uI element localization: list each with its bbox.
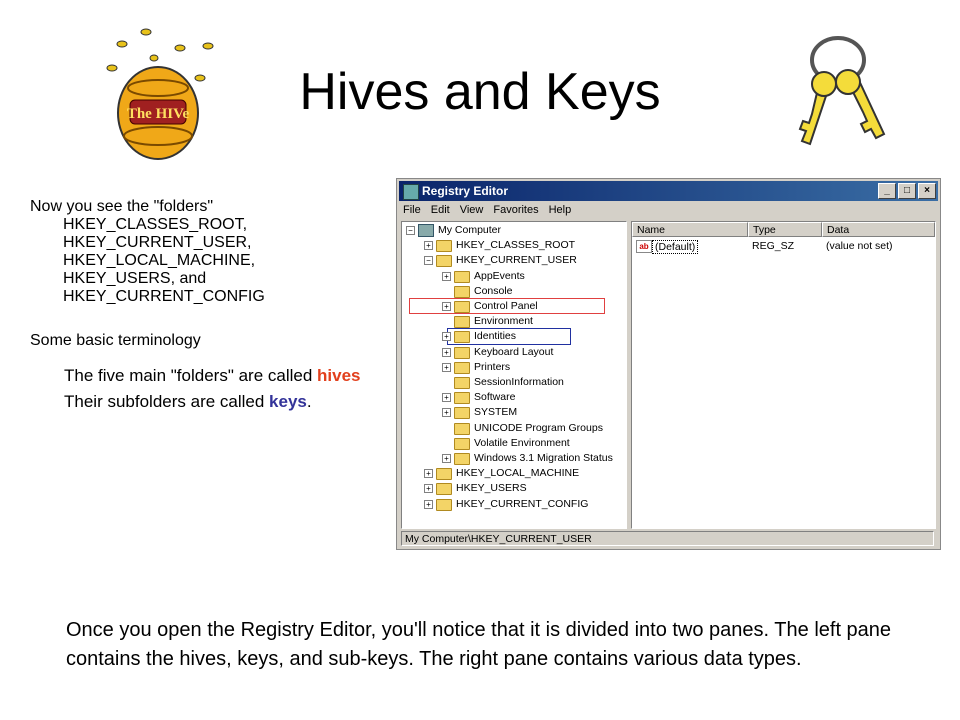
terminology-line: Some basic terminology: [30, 332, 201, 349]
tree-item-label: Control Panel: [474, 300, 538, 312]
tree-item-label: Volatile Environment: [474, 436, 570, 449]
tree-item[interactable]: [402, 436, 622, 451]
tree-item-label: Windows 3.1 Migration Status: [474, 452, 613, 464]
string-value-icon: ab: [636, 240, 652, 253]
keys-term: keys: [269, 392, 307, 411]
tree-expander-icon[interactable]: +: [442, 408, 451, 417]
tree-expander-icon[interactable]: +: [424, 469, 433, 478]
tree-item[interactable]: [402, 238, 622, 253]
tree-item-label: UNICODE Program Groups: [474, 421, 603, 434]
folder-icon: [436, 240, 452, 252]
registry-values-pane[interactable]: [631, 221, 936, 529]
tree-expander-icon[interactable]: +: [442, 272, 451, 281]
menu-favorites[interactable]: Favorites: [493, 204, 539, 216]
tree-item-label: Keyboard Layout: [474, 345, 554, 358]
tree-item-label: Console: [474, 284, 513, 297]
folder-icon: [454, 453, 470, 465]
column-header-name[interactable]: Name: [632, 222, 748, 237]
folder-icon: [454, 438, 470, 450]
value-data: (value not set): [826, 240, 893, 252]
tree-item-label: Environment: [474, 315, 533, 328]
tree-item[interactable]: [402, 375, 622, 390]
tree-item-label: AppEvents: [474, 269, 525, 282]
tree-item[interactable]: [402, 284, 622, 299]
tree-item-label: HKEY_LOCAL_MACHINE: [456, 467, 580, 480]
tree-item[interactable]: [402, 405, 622, 420]
tree-item[interactable]: [402, 223, 622, 238]
tree-item-label: HKEY_CURRENT_CONFIG: [456, 497, 589, 510]
menu-help[interactable]: Help: [548, 204, 572, 216]
folder-icon: [454, 407, 470, 419]
tree-expander-icon[interactable]: +: [442, 302, 451, 311]
intro-line: Now you see the "folders": [30, 198, 214, 215]
tree-expander-icon[interactable]: +: [442, 454, 451, 463]
tree-item-label: SessionInformation: [474, 376, 564, 388]
window-titlebar[interactable]: [399, 181, 938, 201]
folder-icon: [454, 316, 470, 328]
tree-item[interactable]: [402, 314, 622, 329]
tree-item[interactable]: [402, 390, 622, 405]
tree-item[interactable]: [402, 253, 622, 268]
tree-item[interactable]: [402, 299, 622, 314]
tree-item[interactable]: [402, 481, 622, 496]
tree-expander-icon[interactable]: +: [442, 363, 451, 372]
tree-item-label: Printers: [474, 360, 511, 373]
computer-icon: [418, 224, 434, 237]
tree-item-label: Software: [474, 391, 516, 404]
hive-list: HKEY_CLASSES_ROOT, HKEY_CURRENT_USER, HKEY_LOCAL_MACHINE, HKEY_USERS, and HKEY_CURRENT_CONFIG: [63, 216, 265, 305]
keys-definition: Their subfolders are called keys.: [64, 392, 312, 411]
tree-expander-icon[interactable]: +: [442, 393, 451, 402]
tree-item-label: HKEY_CLASSES_ROOT: [456, 239, 576, 252]
tree-item[interactable]: [402, 466, 622, 481]
folder-icon: [454, 331, 470, 343]
registry-editor-window: [396, 178, 941, 550]
folder-icon: [436, 499, 452, 511]
folder-icon: [454, 362, 470, 374]
tree-item[interactable]: [402, 329, 622, 344]
value-type: REG_SZ: [752, 240, 795, 252]
menu-bar: [403, 204, 571, 216]
tree-expander-icon[interactable]: +: [424, 484, 433, 493]
tree-item-label: HKEY_USERS: [456, 482, 527, 495]
value-name: (Default): [652, 240, 698, 254]
folder-icon: [454, 392, 470, 404]
keys-icon: [780, 32, 910, 162]
folder-icon: [454, 271, 470, 283]
tree-item[interactable]: [402, 421, 622, 436]
tree-expander-icon[interactable]: +: [442, 348, 451, 357]
close-button[interactable]: ×: [918, 183, 936, 199]
tree-item[interactable]: [402, 345, 622, 360]
tree-expander-icon[interactable]: −: [424, 256, 433, 265]
minimize-button[interactable]: _: [878, 183, 896, 199]
bullet-text: [30, 198, 370, 412]
status-bar: My Computer\HKEY_CURRENT_USER: [401, 531, 934, 546]
column-header-type[interactable]: Type: [748, 222, 822, 237]
tree-expander-icon[interactable]: −: [406, 226, 415, 235]
tree-item-label: HKEY_CURRENT_USER: [456, 254, 577, 267]
menu-edit[interactable]: Edit: [430, 204, 450, 216]
registry-tree-pane[interactable]: [401, 221, 627, 529]
folder-icon: [454, 286, 470, 298]
menu-view[interactable]: View: [459, 204, 484, 216]
folder-icon: [436, 468, 452, 480]
folder-icon: [436, 483, 452, 495]
hive-logo-text: The HIVe: [126, 106, 190, 122]
slide-title: Hives and Keys: [299, 63, 661, 121]
folder-icon: [454, 301, 470, 313]
tree-item[interactable]: [402, 360, 622, 375]
folder-icon: [454, 377, 470, 389]
folder-icon: [436, 255, 452, 267]
tree-item[interactable]: [402, 451, 622, 466]
hives-term: hives: [317, 366, 361, 385]
tree-expander-icon[interactable]: +: [424, 500, 433, 509]
tree-item[interactable]: [402, 269, 622, 284]
menu-file[interactable]: File: [403, 204, 421, 216]
tree-item[interactable]: [402, 497, 622, 512]
value-row[interactable]: [632, 239, 935, 254]
tree-expander-icon[interactable]: +: [442, 332, 451, 341]
tree-item-label: My Computer: [438, 224, 502, 236]
column-header-data[interactable]: Data: [822, 222, 935, 237]
regedit-app-icon: [403, 184, 419, 200]
folder-icon: [454, 347, 470, 359]
folder-icon: [454, 423, 470, 435]
window-title: Registry Editor: [422, 184, 509, 198]
maximize-button[interactable]: □: [898, 183, 916, 199]
tree-expander-icon[interactable]: +: [424, 241, 433, 250]
beehive-icon: [96, 18, 226, 168]
caption-paragraph: Once you open the Registry Editor, you'll notice that it is divided into two panes. The left pane contains the hives, keys, and sub-keys. The right pane contains various data types.: [66, 619, 892, 670]
tree-item-label: Identities: [474, 330, 517, 343]
tree-item-label: SYSTEM: [474, 406, 518, 419]
hives-definition: The five main "folders" are called hives: [64, 366, 361, 385]
